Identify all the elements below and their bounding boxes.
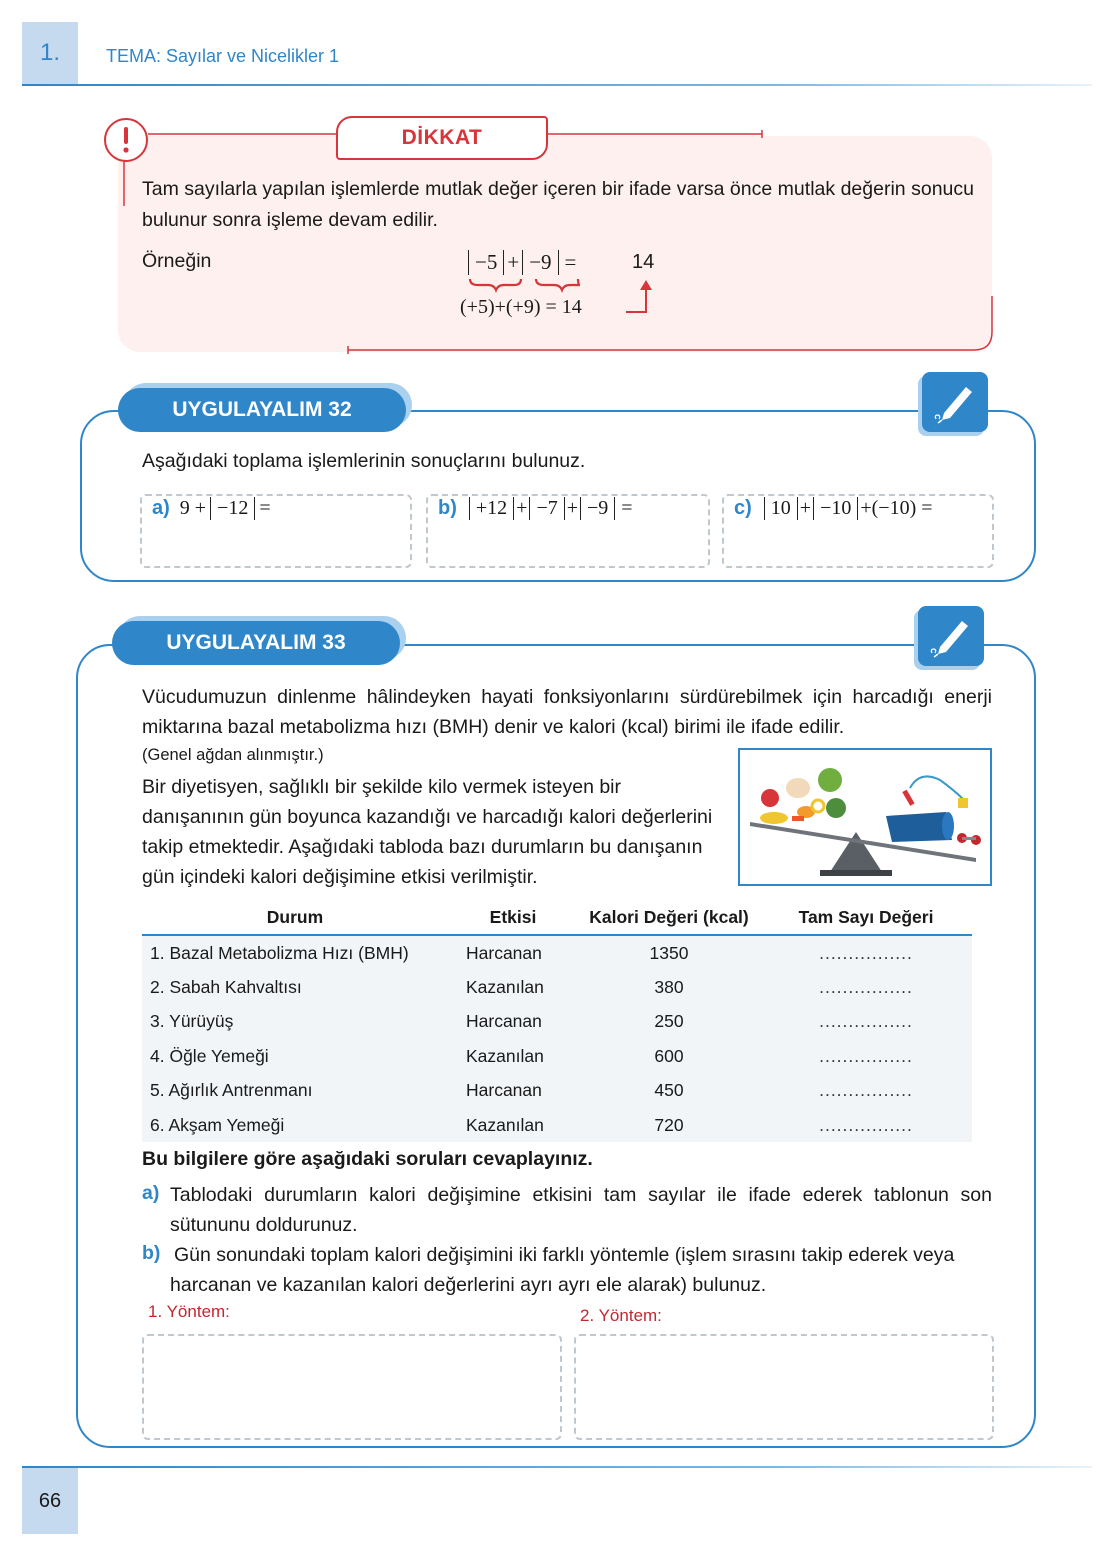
cell-tam-sayi-blank[interactable]: ................	[760, 970, 972, 1004]
table-header-row	[142, 900, 972, 935]
a-pre: 9 +	[179, 497, 207, 519]
page-number: 66	[38, 1489, 62, 1512]
table-row	[142, 1039, 972, 1073]
example-label: Örneğin	[142, 250, 212, 272]
practice-33-intro: Vücudumuzun dinlenme hâlindeyken hayati fonksiyonlarını sürdürebilmek için harcadığı enerji miktarına bazal metabolizma hızı (BMH) denir ve kalori (kcal) birimi ile ifade edilir.	[142, 686, 992, 738]
header-tam-sayi: Tam Sayı Değeri	[760, 900, 972, 935]
footer-divider	[22, 1466, 1092, 1468]
question-32-b	[438, 497, 633, 520]
question-a-text: Tablodaki durumların kalori değişimine etkisini tam sayılar ile ifade ederek tablonun son sütununu doldurunuz.	[170, 1184, 992, 1236]
practice-32-instruction: Aşağıdaki toplama işlemlerinin sonuçlarını bulunuz.	[142, 450, 586, 472]
practice-32-title: UYGULAYALIM 32	[118, 388, 406, 432]
balance-illustration	[738, 748, 992, 886]
practice-33-title: UYGULAYALIM 33	[112, 621, 400, 665]
question-32-a	[152, 497, 271, 520]
question-32-c	[734, 497, 933, 520]
method-1-answer-box[interactable]	[142, 1334, 562, 1440]
question-b-label: b)	[142, 1242, 161, 1264]
cell-etkisi: Kazanılan	[448, 970, 578, 1004]
cell-etkisi: Harcanan	[448, 935, 578, 970]
unit-number: 1.	[39, 39, 60, 66]
b-abs-1: +12	[469, 497, 514, 520]
cell-tam-sayi-blank[interactable]: ................	[760, 1005, 972, 1039]
b-post: =	[621, 497, 633, 519]
c-abs-2: −10	[813, 497, 858, 520]
method-2-answer-box[interactable]	[574, 1334, 994, 1440]
header-etkisi: Etkisi	[448, 900, 578, 935]
cell-etkisi: Harcanan	[448, 1074, 578, 1108]
calorie-table	[142, 900, 972, 1142]
question-b-text: Gün sonundaki toplam kalori değişimini iki farklı yöntemle (işlem sırasını takip ederek veya harcanan ve kazanılan kalori değerlerini ayrı ayrı ele alarak) bulunuz.	[170, 1244, 955, 1296]
cell-durum: 6. Akşam Yemeği	[142, 1108, 448, 1142]
cell-etkisi: Harcanan	[448, 1005, 578, 1039]
method-1-label: 1. Yöntem:	[148, 1302, 230, 1321]
page-number-box	[22, 1468, 78, 1534]
cell-kalori: 600	[578, 1039, 760, 1073]
cell-kalori: 720	[578, 1108, 760, 1142]
abs-value-2: −9	[522, 250, 558, 275]
label-a: a)	[152, 497, 170, 519]
plus-sign: +	[507, 250, 520, 274]
example-line-2: (+5)+(+9) = 14	[460, 296, 582, 318]
c-tail: +(−10) =	[860, 497, 933, 519]
exclamation-icon	[104, 118, 148, 162]
table-row	[142, 935, 972, 970]
cell-durum: 3. Yürüyüş	[142, 1005, 448, 1039]
cell-etkisi: Kazanılan	[448, 1108, 578, 1142]
label-c: c)	[734, 497, 752, 519]
abs-value-1: −5	[468, 250, 504, 275]
b-plus-1: +	[516, 497, 528, 519]
header-durum: Durum	[142, 900, 448, 935]
header-divider	[22, 84, 1092, 86]
cell-tam-sayi-blank[interactable]: ................	[760, 1039, 972, 1073]
equals-sign: =	[564, 250, 577, 274]
table-row	[142, 1108, 972, 1142]
a-abs: −12	[210, 497, 255, 520]
b-abs-2: −7	[529, 497, 564, 520]
label-b: b)	[438, 497, 457, 519]
cell-durum: 2. Sabah Kahvaltısı	[142, 970, 448, 1004]
table-row	[142, 1074, 972, 1108]
pencil-icon	[922, 372, 988, 432]
cell-etkisi: Kazanılan	[448, 1039, 578, 1073]
b-plus-2: +	[566, 497, 579, 519]
example-expression	[468, 250, 582, 275]
header-kalori: Kalori Değeri (kcal)	[578, 900, 760, 935]
c-plus: +	[799, 497, 812, 519]
example-result: 14	[632, 251, 655, 273]
unit-number-box	[22, 22, 78, 84]
cell-kalori: 250	[578, 1005, 760, 1039]
dikkat-title: DİKKAT	[336, 116, 548, 160]
a-post: =	[259, 497, 271, 519]
cell-durum: 1. Bazal Metabolizma Hızı (BMH)	[142, 935, 448, 970]
b-abs-3: −9	[580, 497, 615, 520]
pencil-icon	[918, 606, 984, 666]
source-note: (Genel ağdan alınmıştır.)	[142, 746, 324, 764]
cell-kalori: 450	[578, 1074, 760, 1108]
cell-kalori: 1350	[578, 935, 760, 970]
method-2-label: 2. Yöntem:	[580, 1306, 662, 1325]
practice-33-scenario: Bir diyetisyen, sağlıklı bir şekilde kilo vermek isteyen bir danışanının gün boyunca kazandığı ve harcadığı kalori değerlerini takip etmektedir. Aşağıdaki tabloda bazı durumların bu danışanın gün içindeki kalori değişimine etkisi verilmiştir.	[142, 776, 713, 888]
c-abs-1: 10	[764, 497, 798, 520]
table-row	[142, 970, 972, 1004]
table-row	[142, 1005, 972, 1039]
cell-tam-sayi-blank[interactable]: ................	[760, 1074, 972, 1108]
cell-durum: 5. Ağırlık Antrenmanı	[142, 1074, 448, 1108]
theme-title: TEMA: Sayılar ve Nicelikler 1	[106, 46, 340, 66]
questions-title: Bu bilgilere göre aşağıdaki soruları cevaplayınız.	[142, 1148, 593, 1170]
cell-tam-sayi-blank[interactable]: ................	[760, 1108, 972, 1142]
question-a-label: a)	[142, 1182, 160, 1204]
cell-kalori: 380	[578, 970, 760, 1004]
dikkat-text: Tam sayılarla yapılan işlemlerde mutlak değer içeren bir ifade varsa önce mutlak değerin sonucu bulunur sonra işleme devam edilir.	[142, 178, 974, 231]
cell-tam-sayi-blank[interactable]: ................	[760, 935, 972, 970]
cell-durum: 4. Öğle Yemeği	[142, 1039, 448, 1073]
